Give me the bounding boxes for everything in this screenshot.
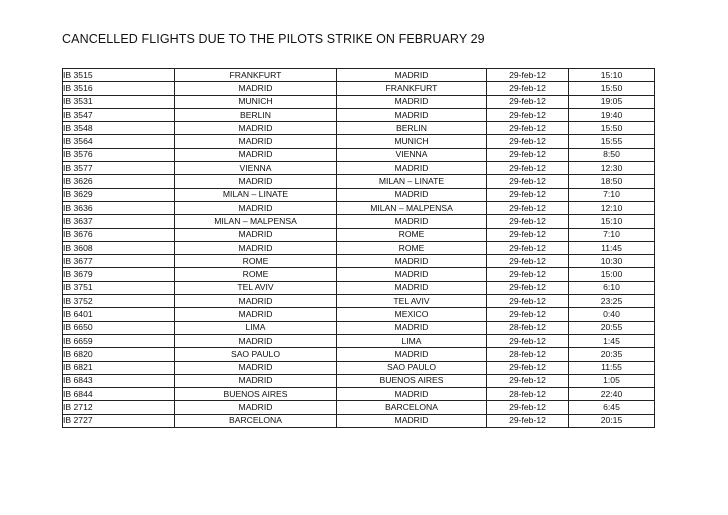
time-cell: 7:10 xyxy=(569,188,655,201)
destination-cell: MADRID xyxy=(337,188,487,201)
destination-cell: MADRID xyxy=(337,69,487,82)
flight-number-cell: IB 3577 xyxy=(63,162,175,175)
date-cell: 29-feb-12 xyxy=(487,215,569,228)
origin-cell: VIENNA xyxy=(175,162,337,175)
origin-cell: MADRID xyxy=(175,295,337,308)
table-row xyxy=(63,95,655,108)
flight-number-cell: IB 3679 xyxy=(63,268,175,281)
flight-number-cell: IB 3676 xyxy=(63,228,175,241)
destination-cell: BERLIN xyxy=(337,122,487,135)
table-row xyxy=(63,374,655,387)
destination-cell: FRANKFURT xyxy=(337,82,487,95)
date-cell: 29-feb-12 xyxy=(487,374,569,387)
date-cell: 29-feb-12 xyxy=(487,268,569,281)
date-cell: 29-feb-12 xyxy=(487,122,569,135)
table-row xyxy=(63,135,655,148)
table-row xyxy=(63,388,655,401)
flight-number-cell: IB 6659 xyxy=(63,334,175,347)
destination-cell: ROME xyxy=(337,228,487,241)
flight-number-cell: IB 6843 xyxy=(63,374,175,387)
date-cell: 29-feb-12 xyxy=(487,241,569,254)
date-cell: 29-feb-12 xyxy=(487,228,569,241)
flight-number-cell: IB 3677 xyxy=(63,255,175,268)
table-row xyxy=(63,215,655,228)
table-row xyxy=(63,401,655,414)
flight-number-cell: IB 6401 xyxy=(63,308,175,321)
table-row xyxy=(63,321,655,334)
date-cell: 29-feb-12 xyxy=(487,334,569,347)
origin-cell: BERLIN xyxy=(175,108,337,121)
time-cell: 15:50 xyxy=(569,82,655,95)
flight-number-cell: IB 3636 xyxy=(63,201,175,214)
time-cell: 0:40 xyxy=(569,308,655,321)
date-cell: 29-feb-12 xyxy=(487,361,569,374)
date-cell: 29-feb-12 xyxy=(487,281,569,294)
time-cell: 12:10 xyxy=(569,201,655,214)
time-cell: 15:10 xyxy=(569,215,655,228)
flight-number-cell: IB 3515 xyxy=(63,69,175,82)
time-cell: 6:45 xyxy=(569,401,655,414)
time-cell: 15:55 xyxy=(569,135,655,148)
origin-cell: MADRID xyxy=(175,82,337,95)
destination-cell: MADRID xyxy=(337,388,487,401)
destination-cell: MILAN – MALPENSA xyxy=(337,201,487,214)
time-cell: 11:55 xyxy=(569,361,655,374)
time-cell: 19:40 xyxy=(569,108,655,121)
flight-number-cell: IB 6844 xyxy=(63,388,175,401)
table-row xyxy=(63,162,655,175)
table-row xyxy=(63,241,655,254)
origin-cell: MADRID xyxy=(175,228,337,241)
time-cell: 10:30 xyxy=(569,255,655,268)
date-cell: 29-feb-12 xyxy=(487,95,569,108)
time-cell: 19:05 xyxy=(569,95,655,108)
origin-cell: ROME xyxy=(175,268,337,281)
origin-cell: MADRID xyxy=(175,361,337,374)
destination-cell: MADRID xyxy=(337,215,487,228)
destination-cell: MADRID xyxy=(337,268,487,281)
time-cell: 18:50 xyxy=(569,175,655,188)
table-row xyxy=(63,268,655,281)
date-cell: 29-feb-12 xyxy=(487,148,569,161)
destination-cell: MUNICH xyxy=(337,135,487,148)
time-cell: 22:40 xyxy=(569,388,655,401)
origin-cell: MILAN – MALPENSA xyxy=(175,215,337,228)
date-cell: 29-feb-12 xyxy=(487,188,569,201)
table-row xyxy=(63,175,655,188)
date-cell: 29-feb-12 xyxy=(487,175,569,188)
flight-number-cell: IB 6650 xyxy=(63,321,175,334)
date-cell: 29-feb-12 xyxy=(487,82,569,95)
time-cell: 20:55 xyxy=(569,321,655,334)
origin-cell: MADRID xyxy=(175,308,337,321)
destination-cell: SAO PAULO xyxy=(337,361,487,374)
table-row xyxy=(63,228,655,241)
destination-cell: MILAN – LINATE xyxy=(337,175,487,188)
flight-number-cell: IB 3576 xyxy=(63,148,175,161)
flight-number-cell: IB 3547 xyxy=(63,108,175,121)
flight-number-cell: IB 3548 xyxy=(63,122,175,135)
flight-number-cell: IB 3751 xyxy=(63,281,175,294)
time-cell: 15:10 xyxy=(569,69,655,82)
date-cell: 28-feb-12 xyxy=(487,348,569,361)
origin-cell: FRANKFURT xyxy=(175,69,337,82)
date-cell: 29-feb-12 xyxy=(487,295,569,308)
flight-rows xyxy=(63,69,655,428)
table-row xyxy=(63,334,655,347)
time-cell: 7:10 xyxy=(569,228,655,241)
time-cell: 1:05 xyxy=(569,374,655,387)
destination-cell: MADRID xyxy=(337,108,487,121)
flight-number-cell: IB 3564 xyxy=(63,135,175,148)
destination-cell: LIMA xyxy=(337,334,487,347)
table-row xyxy=(63,108,655,121)
date-cell: 29-feb-12 xyxy=(487,201,569,214)
flight-number-cell: IB 3516 xyxy=(63,82,175,95)
origin-cell: MADRID xyxy=(175,401,337,414)
origin-cell: BUENOS AIRES xyxy=(175,388,337,401)
time-cell: 20:15 xyxy=(569,414,655,427)
origin-cell: LIMA xyxy=(175,321,337,334)
origin-cell: MADRID xyxy=(175,135,337,148)
flight-number-cell: IB 2727 xyxy=(63,414,175,427)
destination-cell: BUENOS AIRES xyxy=(337,374,487,387)
table-row xyxy=(63,82,655,95)
origin-cell: MADRID xyxy=(175,334,337,347)
destination-cell: MADRID xyxy=(337,162,487,175)
table-row xyxy=(63,122,655,135)
date-cell: 29-feb-12 xyxy=(487,308,569,321)
page-title: CANCELLED FLIGHTS DUE TO THE PILOTS STRIKE ON FEBRUARY 29 xyxy=(62,32,485,46)
table-row xyxy=(63,281,655,294)
flight-number-cell: IB 3629 xyxy=(63,188,175,201)
date-cell: 29-feb-12 xyxy=(487,255,569,268)
time-cell: 23:25 xyxy=(569,295,655,308)
time-cell: 11:45 xyxy=(569,241,655,254)
origin-cell: MADRID xyxy=(175,175,337,188)
destination-cell: MADRID xyxy=(337,414,487,427)
cancelled-flights-table xyxy=(62,68,655,428)
destination-cell: VIENNA xyxy=(337,148,487,161)
flight-number-cell: IB 6821 xyxy=(63,361,175,374)
origin-cell: TEL AVIV xyxy=(175,281,337,294)
time-cell: 6:10 xyxy=(569,281,655,294)
origin-cell: MADRID xyxy=(175,374,337,387)
table-row xyxy=(63,308,655,321)
destination-cell: MADRID xyxy=(337,95,487,108)
flight-number-cell: IB 3608 xyxy=(63,241,175,254)
table-row xyxy=(63,148,655,161)
destination-cell: MADRID xyxy=(337,255,487,268)
time-cell: 8:50 xyxy=(569,148,655,161)
flight-number-cell: IB 3637 xyxy=(63,215,175,228)
origin-cell: SAO PAULO xyxy=(175,348,337,361)
origin-cell: MADRID xyxy=(175,241,337,254)
origin-cell: MADRID xyxy=(175,201,337,214)
destination-cell: MADRID xyxy=(337,321,487,334)
date-cell: 29-feb-12 xyxy=(487,108,569,121)
table-row xyxy=(63,188,655,201)
destination-cell: ROME xyxy=(337,241,487,254)
origin-cell: MADRID xyxy=(175,122,337,135)
flight-number-cell: IB 3531 xyxy=(63,95,175,108)
time-cell: 15:00 xyxy=(569,268,655,281)
flight-number-cell: IB 3752 xyxy=(63,295,175,308)
time-cell: 15:50 xyxy=(569,122,655,135)
table-row xyxy=(63,255,655,268)
table-row xyxy=(63,348,655,361)
table-row xyxy=(63,295,655,308)
table-row xyxy=(63,361,655,374)
flight-number-cell: IB 2712 xyxy=(63,401,175,414)
table-row xyxy=(63,414,655,427)
date-cell: 29-feb-12 xyxy=(487,69,569,82)
date-cell: 29-feb-12 xyxy=(487,135,569,148)
time-cell: 12:30 xyxy=(569,162,655,175)
time-cell: 1:45 xyxy=(569,334,655,347)
origin-cell: MILAN – LINATE xyxy=(175,188,337,201)
destination-cell: MADRID xyxy=(337,281,487,294)
date-cell: 29-feb-12 xyxy=(487,414,569,427)
destination-cell: TEL AVIV xyxy=(337,295,487,308)
flight-number-cell: IB 6820 xyxy=(63,348,175,361)
destination-cell: MADRID xyxy=(337,348,487,361)
date-cell: 29-feb-12 xyxy=(487,401,569,414)
origin-cell: MADRID xyxy=(175,148,337,161)
origin-cell: ROME xyxy=(175,255,337,268)
table-row xyxy=(63,69,655,82)
table-row xyxy=(63,201,655,214)
destination-cell: MEXICO xyxy=(337,308,487,321)
date-cell: 28-feb-12 xyxy=(487,321,569,334)
time-cell: 20:35 xyxy=(569,348,655,361)
origin-cell: BARCELONA xyxy=(175,414,337,427)
origin-cell: MUNICH xyxy=(175,95,337,108)
date-cell: 29-feb-12 xyxy=(487,162,569,175)
flight-number-cell: IB 3626 xyxy=(63,175,175,188)
destination-cell: BARCELONA xyxy=(337,401,487,414)
date-cell: 28-feb-12 xyxy=(487,388,569,401)
